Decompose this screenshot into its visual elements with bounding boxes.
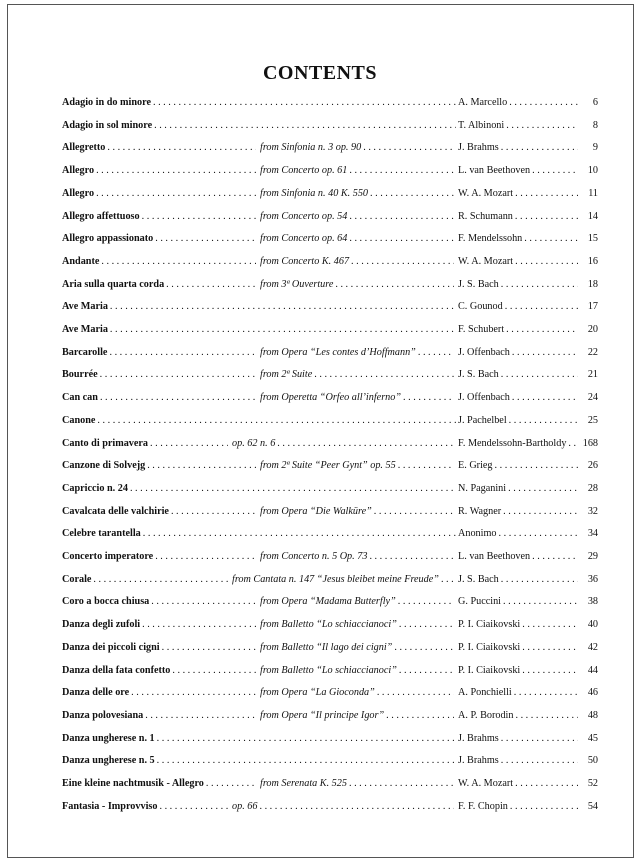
entry-page-number: 26 (587, 460, 598, 472)
leader-dots (522, 640, 578, 656)
entry-title: Adagio in do minore (62, 97, 151, 108)
leader-dots (512, 390, 578, 406)
leader-dots (206, 776, 256, 792)
entry-page-number: 48 (587, 709, 598, 721)
entry-title: Ave Maria (62, 324, 108, 335)
leader-dots (107, 140, 256, 156)
leader-dots (505, 299, 578, 315)
leader-dots (155, 231, 256, 247)
toc-entry (0, 118, 640, 134)
leader-dots (514, 685, 578, 701)
leader-dots (349, 231, 454, 247)
entry-composer: F. Mendelssohn (458, 233, 523, 245)
leader-dots (166, 277, 256, 293)
toc-entry (0, 753, 640, 769)
toc-entry (0, 458, 640, 474)
entry-title: Allegro affettuoso (62, 210, 140, 222)
entry-page-number: 10 (587, 165, 598, 177)
leader-dots (386, 708, 454, 724)
leader-dots (100, 390, 256, 406)
entry-source: from 2ª Suite (260, 369, 313, 381)
leader-dots (370, 186, 454, 202)
entry-source: from Concerto K. 467 (260, 255, 350, 267)
entry-composer: R. Schumann (458, 210, 513, 222)
entry-page-number: 9 (592, 142, 598, 154)
leader-dots (509, 95, 578, 111)
entry-page-number: 46 (587, 687, 598, 699)
entry-composer: J. S. Bach (458, 573, 499, 585)
leader-dots (142, 209, 256, 225)
entry-title: Danza polovesiana (62, 709, 144, 721)
leader-dots (377, 685, 454, 701)
toc-entry (0, 277, 640, 293)
entry-page-number: 28 (587, 482, 598, 494)
entry-composer: P. I. Ciaikovski (458, 664, 521, 676)
leader-dots (363, 140, 454, 156)
entry-title: Danza ungherese n. 1 (62, 732, 155, 744)
entry-source: from Opera “Les contes d’Hoffmann” (260, 346, 416, 358)
entry-page-number: 34 (587, 528, 598, 540)
entry-title: Danza ungherese n. 5 (62, 755, 155, 767)
entry-title: Danza della fata confetto (62, 664, 171, 676)
leader-dots (501, 277, 578, 293)
entry-composer: R. Wagner (458, 505, 502, 517)
leader-dots (508, 481, 578, 497)
entry-composer: L. van Beethoven (458, 165, 531, 177)
entry-composer: T. Albinoni (458, 119, 505, 131)
entry-title: Aria sulla quarta corda (62, 278, 165, 290)
leader-dots (143, 526, 456, 542)
entry-page-number: 15 (587, 233, 598, 245)
leader-dots (506, 322, 578, 338)
leader-dots (351, 254, 454, 270)
entry-composer: W. A. Mozart (458, 187, 514, 199)
entry-title: Can can (62, 392, 98, 404)
entry-title: Celebre tarantella (62, 528, 141, 540)
entry-title: Danza dei piccoli cigni (62, 641, 160, 653)
leader-dots (441, 572, 454, 588)
entry-source: from Sinfonia n. 3 op. 90 (260, 142, 362, 154)
leader-dots (314, 367, 454, 383)
entry-composer: F. F. Chopin (458, 800, 508, 812)
entry-title: Corale (62, 573, 92, 585)
toc-entry (0, 140, 640, 156)
leader-dots (147, 458, 256, 474)
entry-composer: C. Gounod (458, 301, 503, 313)
entry-source: from Sinfonia n. 40 K. 550 (260, 187, 369, 199)
entry-page-number: 36 (587, 573, 598, 585)
leader-dots (495, 458, 578, 474)
entry-title: Concerto imperatore (62, 551, 154, 562)
leader-dots (501, 753, 578, 769)
leader-dots (418, 345, 454, 361)
leader-dots (155, 549, 256, 565)
entry-composer: J. Brahms (458, 732, 499, 744)
entry-title: Canzone di Solvejg (62, 460, 146, 472)
toc-entry (0, 322, 640, 338)
leader-dots (503, 594, 578, 610)
leader-dots (510, 799, 578, 815)
entry-page-number: 32 (587, 505, 598, 517)
leader-dots (151, 594, 256, 610)
entry-page-number: 17 (587, 301, 598, 313)
entry-title: Andante (62, 255, 100, 267)
entry-page-number: 11 (588, 187, 598, 199)
entry-page-number: 40 (587, 619, 598, 631)
entry-composer: J. Pachelbel (458, 414, 507, 426)
entry-page-number: 16 (587, 255, 598, 267)
toc-entry (0, 504, 640, 520)
leader-dots (157, 753, 456, 769)
entry-title: Allegro appassionato (62, 233, 154, 245)
entry-page-number: 18 (587, 278, 598, 290)
toc-entry (0, 231, 640, 247)
entry-composer: E. Grieg (458, 460, 493, 472)
leader-dots (349, 776, 454, 792)
leader-dots (399, 617, 454, 633)
entry-composer: P. I. Ciaikovski (458, 641, 521, 653)
leader-dots (142, 617, 256, 633)
entry-source: from Opera “Madama Butterfly” (260, 596, 396, 608)
leader-dots (172, 663, 256, 679)
entry-composer: W. A. Mozart (458, 255, 514, 267)
toc-entry (0, 617, 640, 633)
leader-dots (369, 549, 454, 565)
entry-composer: J. Brahms (458, 142, 499, 154)
leader-dots (159, 799, 228, 815)
entry-page-number: 45 (587, 732, 598, 744)
entry-source: from Opera “Il principe Igor” (260, 709, 385, 721)
leader-dots (157, 731, 456, 747)
entry-title: Danza delle ore (62, 687, 130, 699)
leader-dots (150, 436, 228, 452)
leader-dots (259, 799, 454, 815)
toc-entry (0, 776, 640, 792)
entry-title: Eine kleine nachtmusik - Allegro (62, 778, 204, 789)
entry-source: from Balletto “Il lago dei cigni” (260, 641, 393, 653)
entry-composer: G. Puccini (458, 596, 502, 608)
entry-source: from Serenata K. 525 (260, 778, 347, 789)
leader-dots (512, 345, 578, 361)
entry-title: Allegro (62, 165, 95, 177)
leader-dots (501, 572, 578, 588)
entry-composer: A. Ponchielli (458, 687, 512, 699)
leader-dots (110, 299, 456, 315)
leader-dots (153, 95, 456, 111)
entry-composer: J. Brahms (458, 755, 499, 767)
toc-entry (0, 209, 640, 225)
toc-entry (0, 663, 640, 679)
toc-entry (0, 731, 640, 747)
leader-dots (568, 436, 578, 452)
toc-entry (0, 526, 640, 542)
leader-dots (374, 504, 454, 520)
toc-entry (0, 685, 640, 701)
leader-dots (93, 572, 228, 588)
entry-page-number: 25 (587, 414, 598, 426)
leader-dots (515, 708, 578, 724)
entry-title: Coro a bocca chiusa (62, 596, 150, 608)
entry-title: Barcarolle (62, 346, 108, 358)
leader-dots (499, 526, 579, 542)
entry-composer: F. Schubert (458, 324, 505, 335)
leader-dots (398, 458, 454, 474)
entry-title: Fantasia - Improvviso (62, 800, 158, 812)
entry-composer: J. S. Bach (458, 369, 499, 381)
entry-page-number: 8 (592, 119, 598, 131)
leader-dots (110, 322, 456, 338)
entry-title: Allegretto (62, 142, 106, 154)
leader-dots (394, 640, 454, 656)
leader-dots (96, 163, 256, 179)
entry-title: Allegro (62, 187, 95, 199)
entry-source: from Cantata n. 147 “Jesus bleibet meine Freude” (232, 573, 439, 585)
entry-source: from Operetta “Orfeo all’inferno” (260, 392, 402, 404)
leader-dots (503, 504, 578, 520)
entry-composer: F. Mendelssohn-Bartholdy (458, 437, 567, 449)
entry-composer: N. Paganini (458, 482, 507, 494)
entry-source: from 2ª Suite “Peer Gynt” op. 55 (260, 460, 396, 472)
entry-page-number: 20 (587, 324, 598, 335)
entry-page-number: 21 (587, 369, 598, 381)
leader-dots (162, 640, 256, 656)
toc-entry (0, 163, 640, 179)
leader-dots (509, 413, 578, 429)
entry-title: Danza degli zufoli (62, 619, 141, 631)
leader-dots (532, 549, 578, 565)
leader-dots (522, 663, 578, 679)
entry-composer: J. S. Bach (458, 278, 499, 290)
entry-source: from Concerto op. 54 (260, 210, 348, 222)
entry-composer: P. I. Ciaikovski (458, 619, 521, 631)
leader-dots (501, 731, 578, 747)
leader-dots (522, 617, 578, 633)
leader-dots (506, 118, 578, 134)
entry-source: from Opera “Die Walküre” (260, 505, 372, 517)
entry-source: from Opera “La Gioconda” (260, 687, 375, 699)
entry-page-number: 168 (582, 437, 598, 449)
entry-composer: L. van Beethoven (458, 551, 531, 562)
toc-entry (0, 572, 640, 588)
leader-dots (515, 209, 578, 225)
toc-entry (0, 95, 640, 111)
entry-page-number: 24 (587, 392, 598, 404)
leader-dots (524, 231, 578, 247)
entry-page-number: 42 (587, 641, 598, 653)
leader-dots (145, 708, 256, 724)
toc-entry (0, 254, 640, 270)
leader-dots (171, 504, 256, 520)
entry-composer: J. Offenbach (458, 392, 510, 404)
leader-dots (398, 594, 454, 610)
entry-title: Adagio in sol minore (62, 119, 153, 131)
entry-page-number: 14 (587, 210, 598, 222)
entry-page-number: 29 (587, 551, 598, 562)
toc-entry (0, 390, 640, 406)
entry-composer: Anonimo (458, 528, 497, 540)
toc-entry (0, 640, 640, 656)
entry-source: from Concerto op. 64 (260, 233, 348, 245)
entry-title: Capriccio n. 24 (62, 482, 128, 494)
entry-page-number: 54 (587, 800, 598, 812)
leader-dots (399, 663, 454, 679)
toc-entry (0, 436, 640, 452)
leader-dots (515, 776, 578, 792)
toc-entry (0, 367, 640, 383)
leader-dots (501, 140, 578, 156)
entry-page-number: 22 (587, 346, 598, 358)
leader-dots (403, 390, 454, 406)
entry-title: Canto di primavera (62, 437, 149, 449)
entry-composer: J. Offenbach (458, 346, 510, 358)
entry-title: Canone (62, 414, 96, 426)
toc-entry (0, 481, 640, 497)
leader-dots (532, 163, 578, 179)
entry-source: from Concerto n. 5 Op. 73 (260, 551, 368, 562)
leader-dots (97, 413, 456, 429)
entry-page-number: 50 (587, 755, 598, 767)
leader-dots (131, 685, 256, 701)
toc-entry (0, 708, 640, 724)
entry-source: from Concerto op. 61 (260, 165, 348, 177)
leader-dots (154, 118, 456, 134)
leader-dots (515, 254, 578, 270)
leader-dots (349, 163, 454, 179)
toc-entry (0, 345, 640, 361)
entry-title: Bourrée (62, 369, 98, 381)
leader-dots (277, 436, 454, 452)
entry-source: op. 62 n. 6 (232, 437, 276, 449)
leader-dots (515, 186, 578, 202)
entry-source: from 3ª Ouverture (260, 278, 334, 290)
entry-page-number: 44 (587, 664, 598, 676)
leader-dots (130, 481, 456, 497)
toc-entry (0, 549, 640, 565)
leader-dots (335, 277, 454, 293)
entry-source: from Balletto “Lo schiaccianoci” (260, 664, 397, 676)
entry-title: Ave Maria (62, 301, 108, 313)
leader-dots (349, 209, 454, 225)
toc-entry (0, 799, 640, 815)
entry-source: op. 66 (232, 800, 258, 812)
toc-entry (0, 594, 640, 610)
leader-dots (501, 367, 578, 383)
entry-page-number: 6 (592, 97, 598, 108)
entry-composer: W. A. Mozart (458, 778, 514, 789)
entry-page-number: 52 (587, 778, 598, 789)
leader-dots (101, 254, 256, 270)
entry-page-number: 38 (587, 596, 598, 608)
toc-entry (0, 186, 640, 202)
toc-entry (0, 413, 640, 429)
leader-dots (109, 345, 256, 361)
leader-dots (100, 367, 256, 383)
entry-composer: A. Marcello (458, 97, 508, 108)
entry-title: Cavalcata delle valchirie (62, 505, 169, 517)
toc-entry (0, 299, 640, 315)
entry-source: from Balletto “Lo schiaccianoci” (260, 619, 397, 631)
leader-dots (96, 186, 256, 202)
entry-composer: A. P. Borodin (458, 709, 514, 721)
page-title: CONTENTS (262, 62, 378, 84)
